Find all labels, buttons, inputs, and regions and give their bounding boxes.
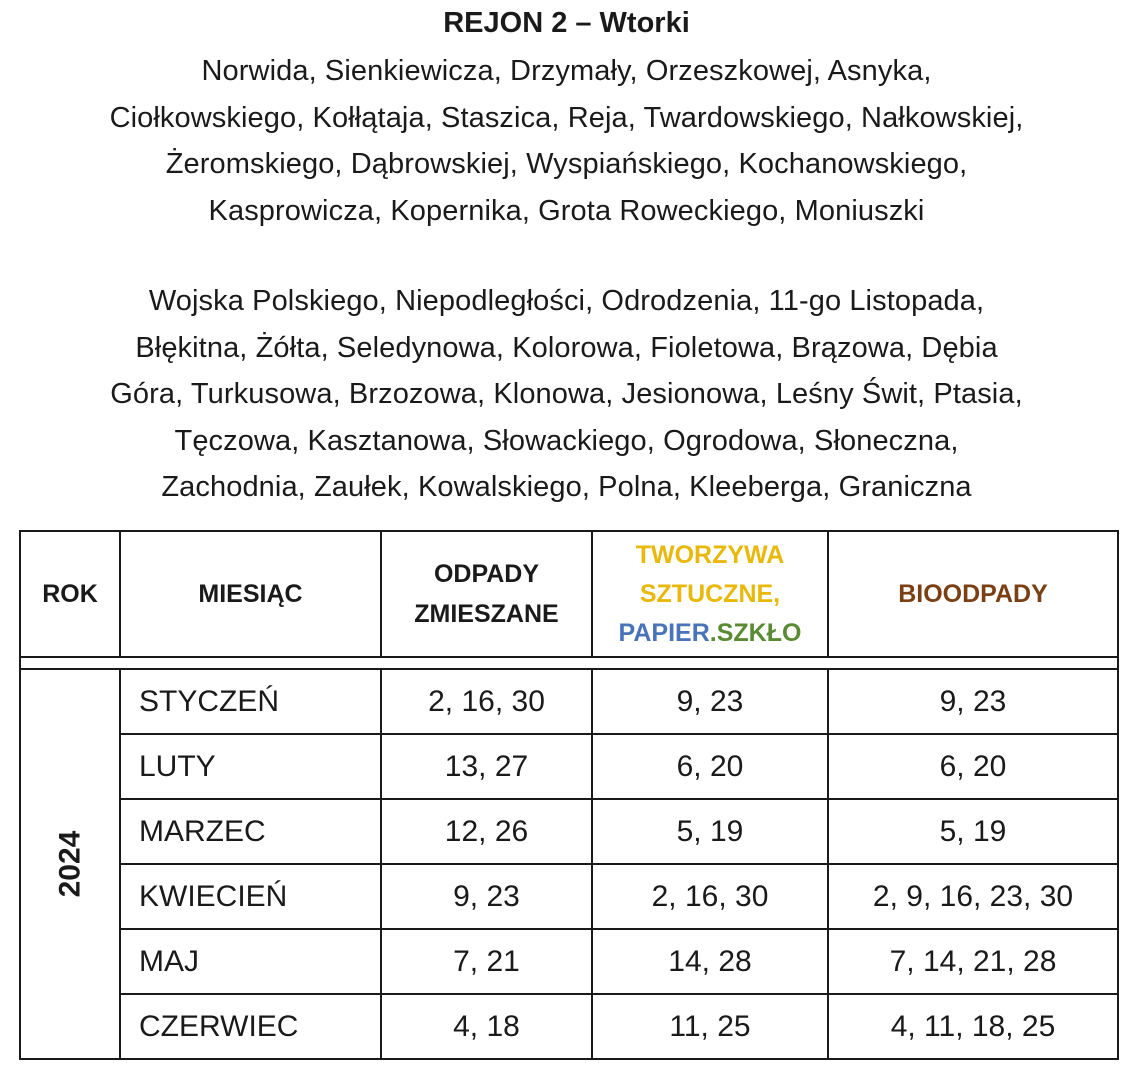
header-glass: SZKŁO (716, 618, 802, 647)
plastic-cell: 11, 25 (592, 994, 828, 1059)
mixed-cell: 12, 26 (381, 799, 592, 864)
table-row (20, 799, 1118, 864)
mixed-cell: 2, 16, 30 (381, 669, 592, 734)
header-dot: . (709, 618, 717, 647)
mixed-cell: 4, 18 (381, 994, 592, 1059)
month-cell: MARZEC (120, 799, 381, 864)
bio-cell: 4, 11, 18, 25 (828, 994, 1118, 1059)
street-list-1 (0, 48, 1133, 234)
bio-cell: 5, 19 (828, 799, 1118, 864)
plastic-cell: 14, 28 (592, 929, 828, 994)
header-miesiac: MIESIĄC (120, 531, 381, 657)
street-line: Błękitna, Żółta, Seledynowa, Kolorowa, Fioletowa, Brązowa, Dębia (135, 331, 998, 364)
mixed-cell: 7, 21 (381, 929, 592, 994)
month-cell: CZERWIEC (120, 994, 381, 1059)
plastic-cell: 5, 19 (592, 799, 828, 864)
month-cell: KWIECIEŃ (120, 864, 381, 929)
schedule-table (19, 530, 1119, 1060)
year-cell (20, 669, 120, 1059)
street-line: Zachodnia, Zaułek, Kowalskiego, Polna, Kleeberga, Graniczna (161, 471, 972, 503)
table-row (20, 929, 1118, 994)
street-line: Wojska Polskiego, Niepodległości, Odrodzenia, 11-go Listopada, (148, 285, 985, 317)
year-label: 2024 (53, 830, 86, 898)
plastic-cell: 6, 20 (592, 734, 828, 799)
street-line: Tęczowa, Kasztanowa, Słowackiego, Ogrodowa, Słoneczna, (174, 424, 959, 457)
bio-cell: 9, 23 (828, 669, 1118, 734)
header-plastic-paper-glass (592, 531, 828, 657)
street-line: Norwida, Sienkiewicza, Drzymały, Orzeszkowej, Asnyka, (201, 55, 932, 87)
street-line: Kasprowicza, Kopernika, Grota Roweckiego, Moniuszki (208, 194, 925, 227)
region-title: REJON 2 – Wtorki (443, 7, 690, 39)
header-gap (20, 657, 1118, 669)
month-cell: MAJ (120, 929, 381, 994)
month-cell: STYCZEŃ (120, 669, 381, 734)
header-paper: PAPIER (618, 618, 710, 647)
street-line: Ciołkowskiego, Kołłątaja, Staszica, Reja, Twardowskiego, Nałkowskiej, (109, 101, 1024, 134)
bio-cell: 7, 14, 21, 28 (828, 929, 1118, 994)
header-plastic-line2: SZTUCZNE, (639, 579, 781, 608)
mixed-cell: 9, 23 (381, 864, 592, 929)
header-mixed-line1: ODPADY (433, 560, 540, 588)
header-mixed-waste (381, 531, 592, 657)
table-row (20, 734, 1118, 799)
header-plastic-line1: TWORZYWA (635, 540, 785, 569)
street-line: Góra, Turkusowa, Brzozowa, Klonowa, Jesionowa, Leśny Świt, Ptasia, (110, 378, 1023, 410)
street-line: Żeromskiego, Dąbrowskiej, Wyspiańskiego, Kochanowskiego, (165, 148, 968, 180)
bio-cell: 2, 9, 16, 23, 30 (828, 864, 1118, 929)
mixed-cell: 13, 27 (381, 734, 592, 799)
table-row (20, 669, 1118, 734)
table-row (20, 864, 1118, 929)
plastic-cell: 2, 16, 30 (592, 864, 828, 929)
header-rok: ROK (20, 531, 120, 657)
street-list-2 (0, 278, 1133, 511)
header-bio: BIOODPADY (828, 531, 1118, 657)
plastic-cell: 9, 23 (592, 669, 828, 734)
bio-cell: 6, 20 (828, 734, 1118, 799)
month-cell: LUTY (120, 734, 381, 799)
header-mixed-line2: ZMIESZANE (414, 600, 559, 628)
header-row (20, 531, 1118, 657)
table-row (20, 994, 1118, 1059)
